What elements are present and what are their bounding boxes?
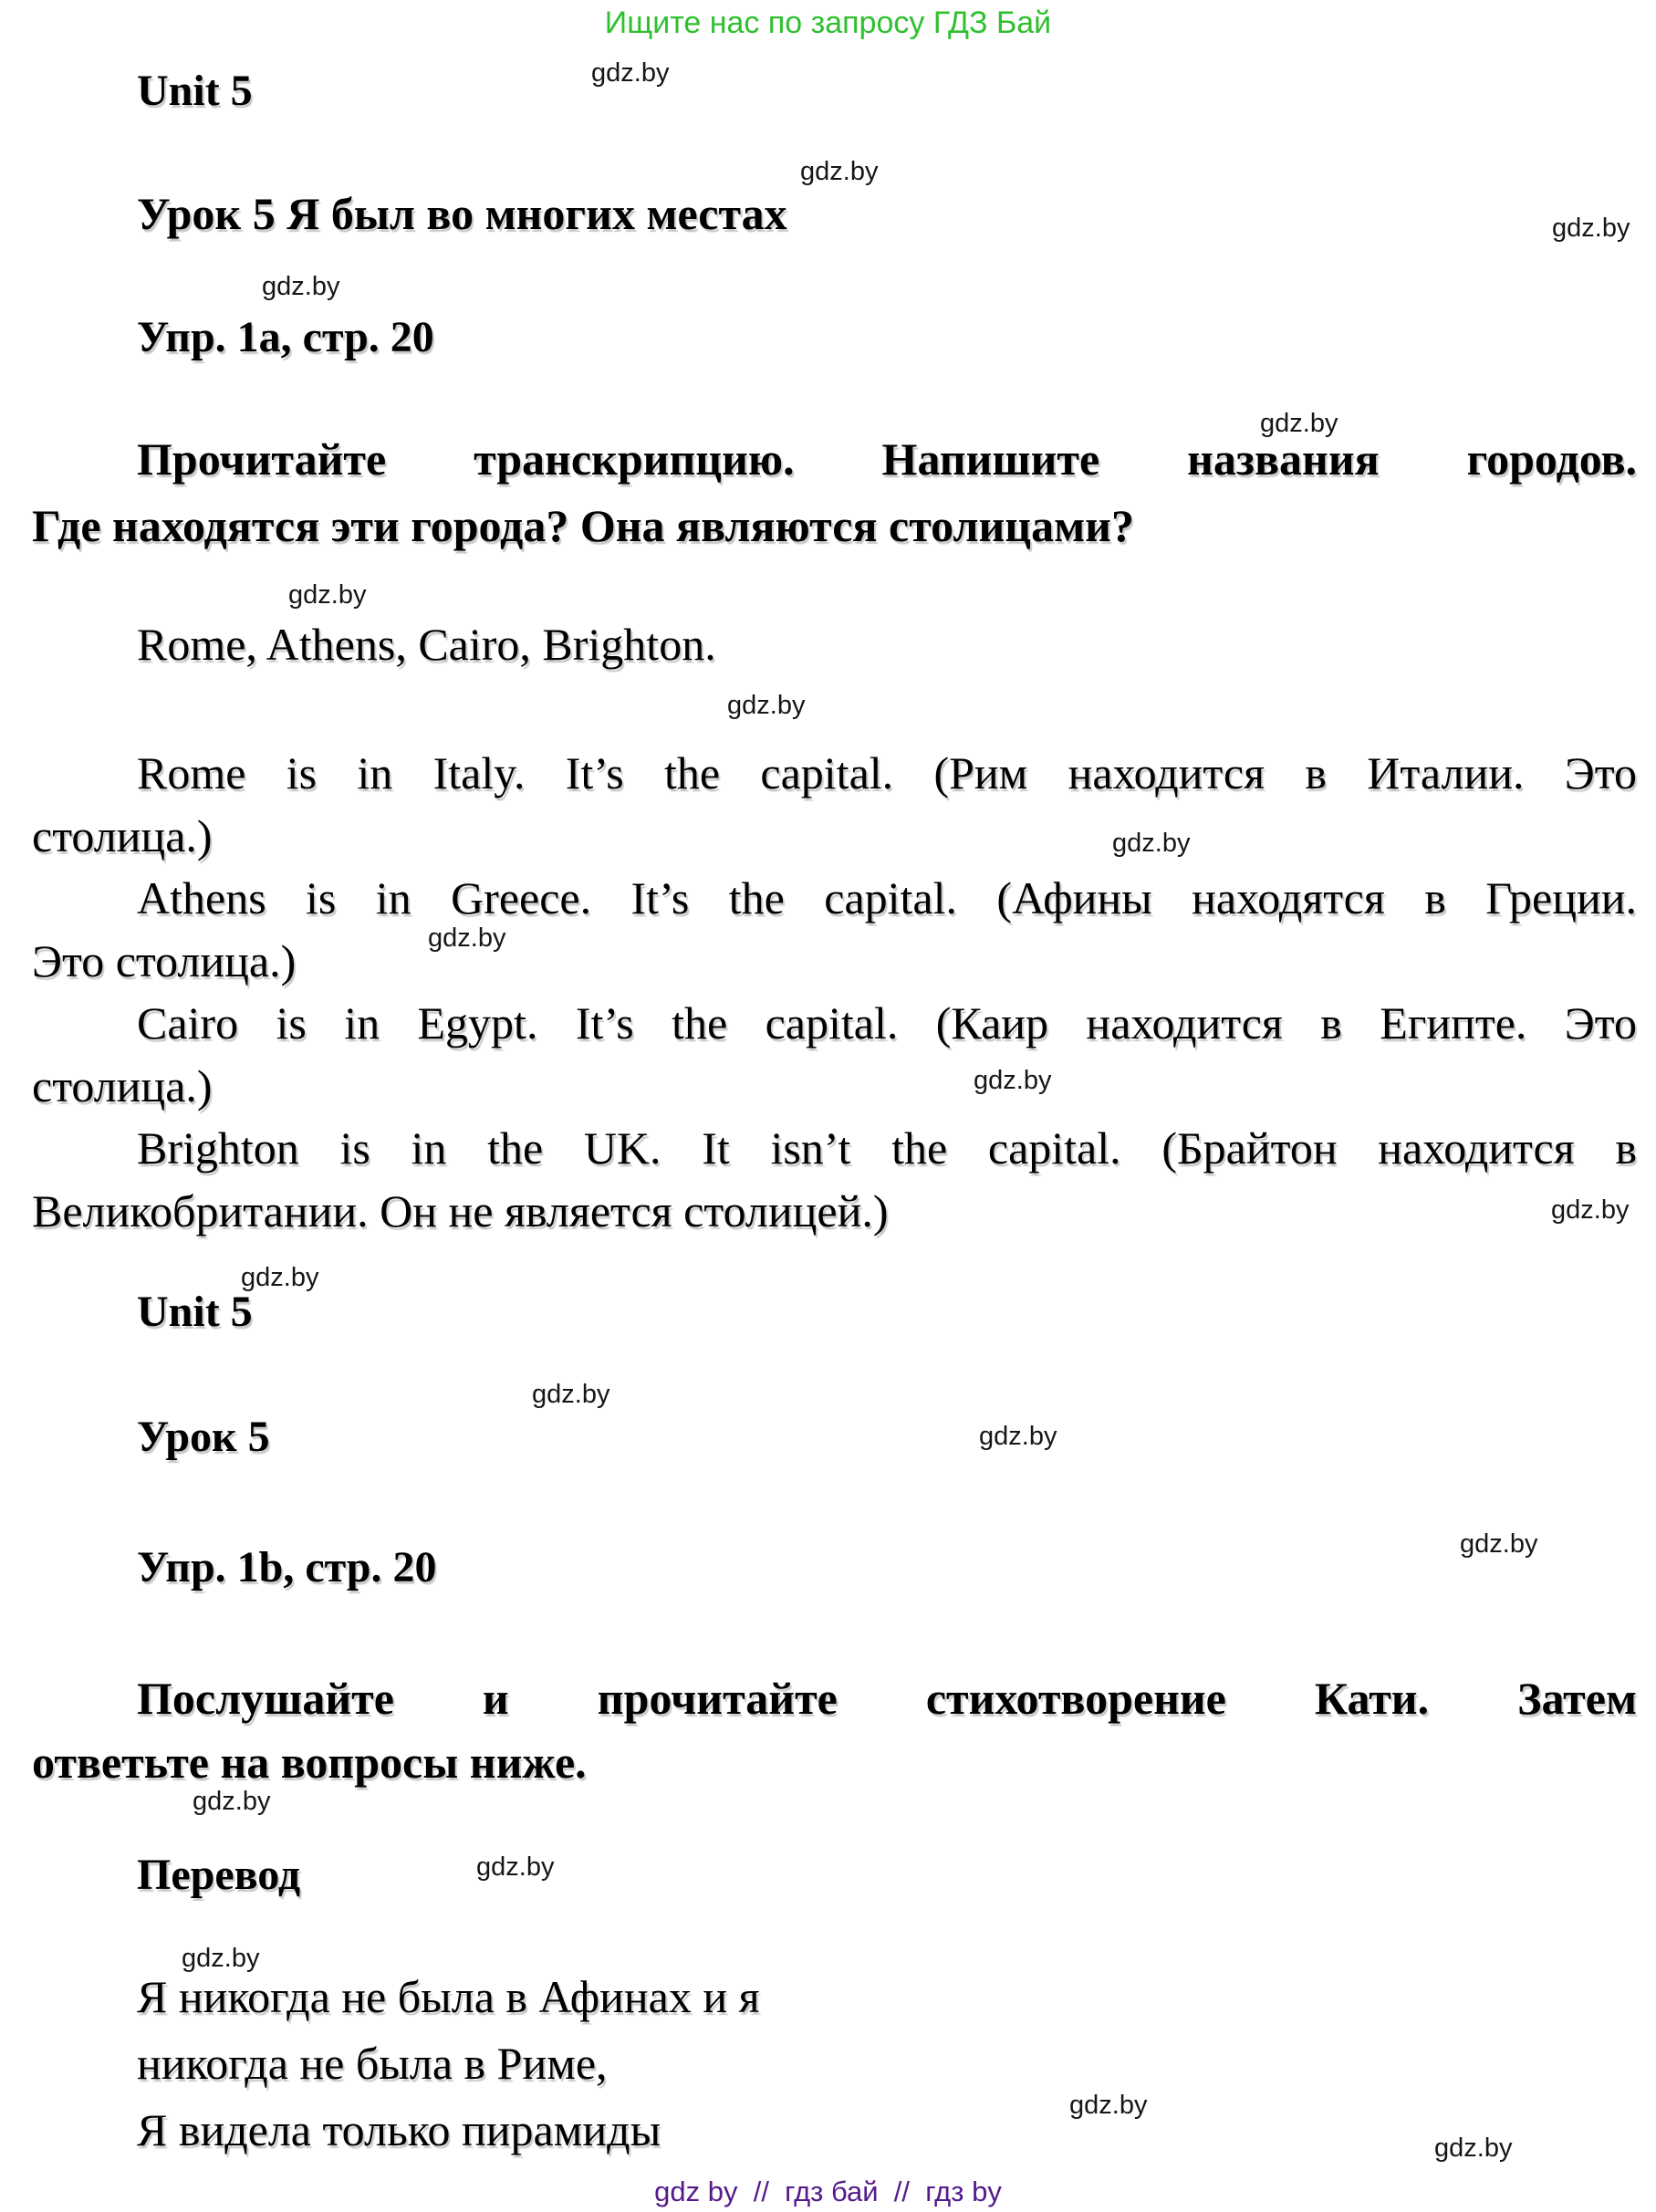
task-2-line-1: Послушайте и прочитайте стихотворение Кати. Затем xyxy=(137,1673,1637,1724)
lesson-heading-2: Урок 5 xyxy=(137,1413,270,1461)
gdz-watermark: gdz.by xyxy=(591,58,670,88)
gdz-watermark: gdz.by xyxy=(1551,1195,1630,1225)
answer-athens-line-1: Athens is in Greece. It’s the capital. (Афины находятся в Греции. xyxy=(137,872,1637,923)
gdz-watermark: gdz.by xyxy=(1112,829,1191,858)
task-1-line-1: Прочитайте транскрипцию. Напишите названия городов. xyxy=(137,433,1637,485)
promo-banner: Ищите нас по запросу ГДЗ Бай xyxy=(604,5,1052,40)
gdz-watermark: gdz.by xyxy=(974,1066,1052,1095)
answer-cairo-line-2: столица.) xyxy=(32,1060,213,1111)
answer-brighton-line-2: Великобритании. Он не является столицей.) xyxy=(32,1185,889,1236)
gdz-watermark: gdz.by xyxy=(727,691,806,720)
gdz-watermark: gdz.by xyxy=(1069,2091,1148,2120)
exercise-heading-1a: Упр. 1а, стр. 20 xyxy=(137,313,434,361)
gdz-watermark: gdz.by xyxy=(800,157,879,186)
poem-line-2: никогда не была в Риме, xyxy=(137,2038,608,2089)
poem-line-1: Я никогда не была в Афинах и я xyxy=(137,1971,760,2022)
gdz-watermark: gdz.by xyxy=(241,1263,319,1292)
gdz-watermark: gdz.by xyxy=(193,1787,271,1816)
answer-rome-line-2: столица.) xyxy=(32,810,213,861)
gdz-watermark: gdz.by xyxy=(1260,409,1338,438)
gdz-watermark: gdz.by xyxy=(428,923,506,953)
gdz-watermark: gdz.by xyxy=(476,1852,555,1882)
gdz-watermark: gdz.by xyxy=(532,1380,610,1409)
exercise-heading-1b: Упр. 1b, стр. 20 xyxy=(137,1543,437,1591)
answer-brighton-line-1: Brighton is in the UK. It isn’t the capital. (Брайтон находится в xyxy=(137,1122,1637,1174)
gdz-watermark: gdz.by xyxy=(1460,1529,1538,1559)
cities-list: Rome, Athens, Cairo, Brighton. xyxy=(137,619,716,670)
task-2-line-2: ответьте на вопросы ниже. xyxy=(32,1737,587,1788)
unit-heading-1: Unit 5 xyxy=(137,67,253,115)
gdz-watermark: gdz.by xyxy=(1434,2134,1513,2163)
answer-rome-line-1: Rome is in Italy. It’s the capital. (Рим находится в Италии. Это xyxy=(137,747,1637,798)
unit-heading-2: Unit 5 xyxy=(137,1288,253,1336)
footer-site-links: gdz by // гдз бай // гдз by xyxy=(654,2175,1002,2207)
task-1-line-2: Где находятся эти города? Она являются столицами? xyxy=(32,500,1134,551)
answer-cairo-line-1: Cairo is in Egypt. It’s the capital. (Каир находится в Египте. Это xyxy=(137,997,1637,1049)
lesson-heading-1: Урок 5 Я был во многих местах xyxy=(137,188,787,239)
gdz-watermark: gdz.by xyxy=(262,272,340,301)
gdz-watermark: gdz.by xyxy=(979,1422,1057,1451)
answer-athens-line-2: Это столица.) xyxy=(32,935,297,986)
gdz-watermark: gdz.by xyxy=(182,1944,260,1973)
gdz-watermark: gdz.by xyxy=(288,580,367,610)
poem-line-3: Я видела только пирамиды xyxy=(137,2104,661,2155)
translation-heading: Перевод xyxy=(137,1851,301,1899)
gdz-watermark: gdz.by xyxy=(1552,214,1630,243)
